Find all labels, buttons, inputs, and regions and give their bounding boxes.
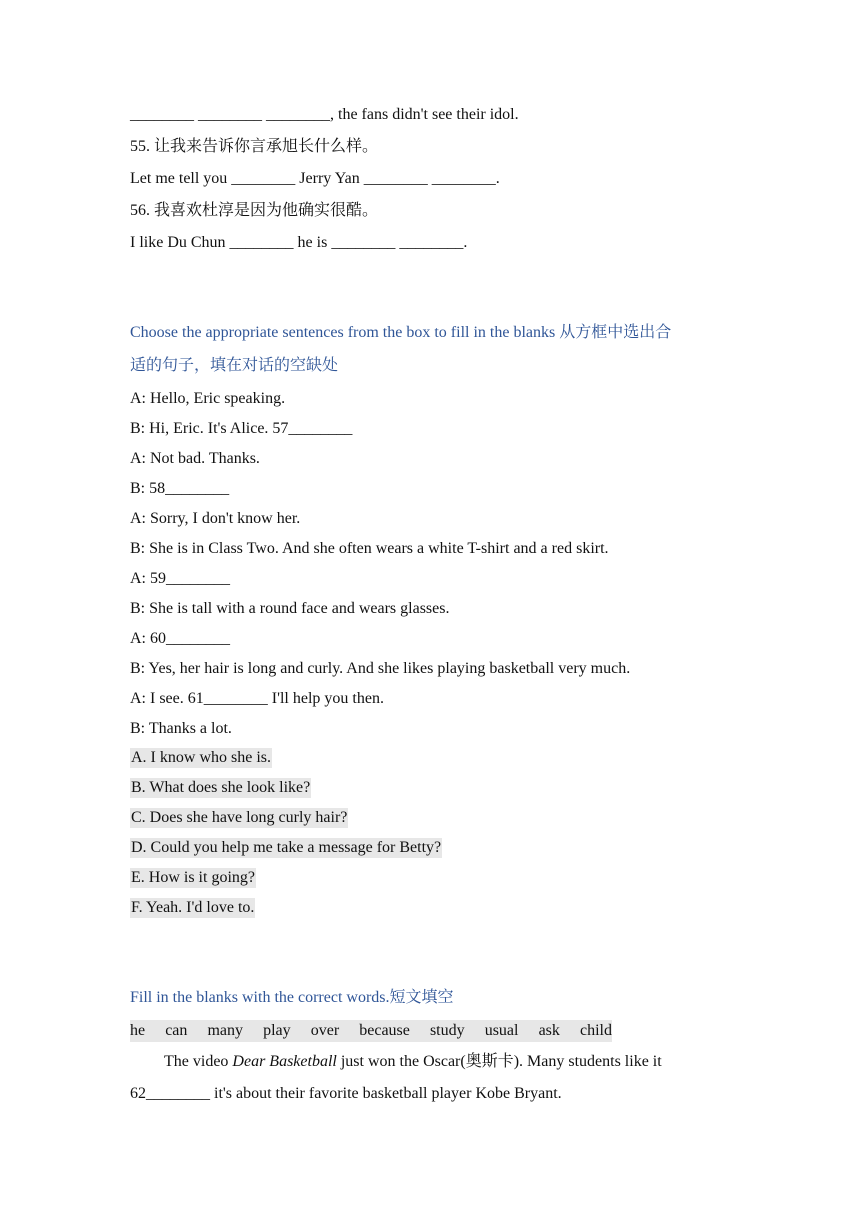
question-55-english: Let me tell you ________ Jerry Yan ________ ________.	[130, 170, 500, 187]
word-bank-item: ask	[538, 1022, 560, 1039]
translation-previous-line: ________ ________ ________, the fans didn't see their idol.	[130, 106, 519, 123]
option-e	[130, 868, 256, 888]
option-d-text: D. Could you help me take a message for Betty?	[131, 839, 442, 856]
option-b-text: B. What does she look like?	[131, 779, 311, 796]
video-title: Dear Basketball	[232, 1053, 337, 1070]
cloze-paragraph-line2: 62________ it's about their favorite basketball player Kobe Bryant.	[130, 1085, 562, 1102]
option-b	[130, 778, 311, 798]
question-56-chinese: 56. 我喜欢杜淳是因为他确实很酷。	[130, 202, 379, 219]
dialogue-line: A: 60________	[130, 630, 230, 647]
dialogue-line: A: Hello, Eric speaking.	[130, 390, 286, 407]
word-bank-item: usual	[484, 1022, 519, 1039]
word-bank-item: play	[263, 1022, 291, 1039]
word-bank-item: because	[359, 1022, 410, 1039]
dialogue-line: A: Sorry, I don't know her.	[130, 510, 301, 527]
option-c-text: C. Does she have long curly hair?	[131, 809, 348, 826]
word-bank-item: many	[207, 1022, 244, 1039]
cloze-heading: Fill in the blanks with the correct words.短文填空	[130, 989, 454, 1006]
dialogue-line: B: She is in Class Two. And she often wears a white T-shirt and a red skirt.	[130, 540, 609, 557]
paragraph-text: The video	[164, 1053, 233, 1070]
dialogue-line: B: Yes, her hair is long and curly. And she likes playing basketball very much.	[130, 660, 631, 677]
dialogue-line: B: Thanks a lot.	[130, 720, 232, 737]
word-bank-item: child	[579, 1022, 612, 1039]
word-bank	[130, 1020, 612, 1042]
dialogue-line: B: 58________	[130, 480, 230, 497]
paragraph-text: just won the Oscar(奥斯卡). Many students like it	[336, 1053, 662, 1070]
dialogue-heading-line1: Choose the appropriate sentences from the box to fill in the blanks 从方框中选出合	[130, 324, 672, 341]
option-d	[130, 838, 442, 858]
option-e-text: E. How is it going?	[131, 869, 255, 886]
dialogue-line: A: 59________	[130, 570, 230, 587]
dialogue-line: A: I see. 61________ I'll help you then.	[130, 690, 384, 707]
dialogue-line: B: She is tall with a round face and wears glasses.	[130, 600, 450, 617]
option-c	[130, 808, 348, 828]
option-a	[130, 748, 272, 768]
cloze-paragraph-line1	[164, 1052, 662, 1072]
word-bank-item: over	[310, 1022, 340, 1039]
word-bank-item: he	[130, 1022, 146, 1039]
word-bank-item: can	[165, 1022, 188, 1039]
dialogue-heading-line2: 适的句子，填在对话的空缺处	[130, 357, 339, 374]
option-f	[130, 898, 255, 918]
dialogue-line: A: Not bad. Thanks.	[130, 450, 260, 467]
question-56-english: I like Du Chun ________ he is ________ ________.	[130, 234, 468, 251]
dialogue-line: B: Hi, Eric. It's Alice. 57________	[130, 420, 353, 437]
option-a-text: A. I know who she is.	[131, 749, 271, 766]
word-bank-item: study	[429, 1022, 465, 1039]
option-f-text: F. Yeah. I'd love to.	[131, 899, 255, 916]
question-55-chinese: 55. 让我来告诉你言承旭长什么样。	[130, 138, 379, 155]
